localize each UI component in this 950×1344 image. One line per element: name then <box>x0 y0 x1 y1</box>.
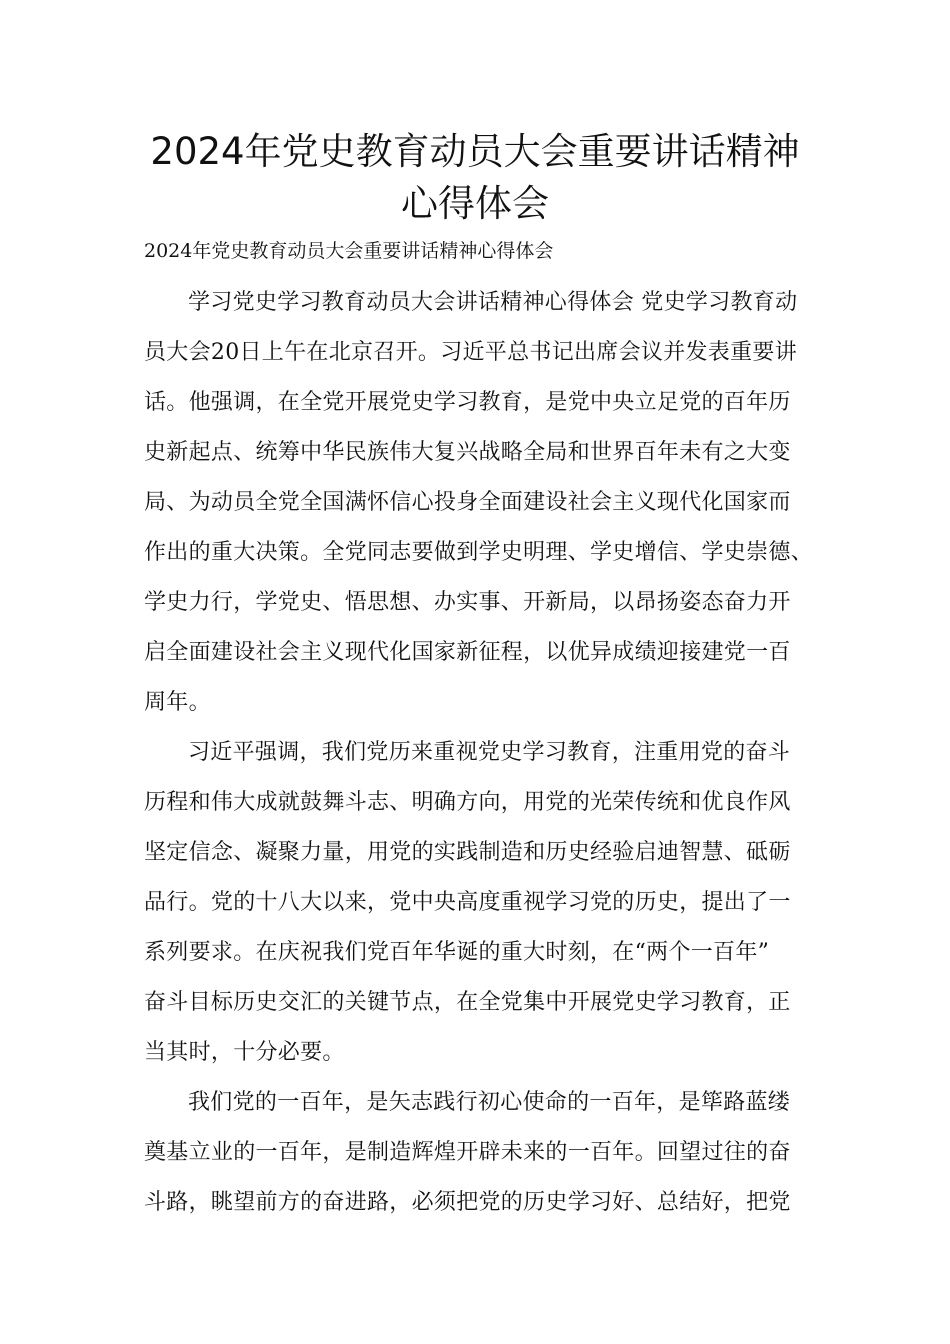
text-line: 当其时，十分必要。 <box>144 1040 345 1065</box>
text-line: 启全面建设社会主义现代化国家新征程，以优异成绩迎接建党一百 <box>144 640 791 665</box>
text-line: 学史力行，学党史、悟思想、办实事、开新局，以昂扬姿态奋力开 <box>144 590 791 615</box>
text-line: 历程和伟大成就鼓舞斗志、明确方向，用党的光荣传统和优良作风 <box>144 790 791 815</box>
document-title <box>100 126 850 230</box>
paragraph <box>144 278 824 728</box>
text-line: 品行。党的十八大以来，党中央高度重视学习党的历史，提出了一 <box>144 890 791 915</box>
text-line: 斗路，眺望前方的奋进路，必须把党的历史学习好、总结好，把党 <box>144 1190 791 1215</box>
document-subtitle: 2024年党史教育动员大会重要讲话精神心得体会 <box>144 240 554 262</box>
document-body <box>144 278 824 1228</box>
text-line: 奋斗目标历史交汇的关键节点，在全党集中开展党史学习教育，正 <box>144 990 791 1015</box>
text-line: 我们党的一百年，是矢志践行初心使命的一百年，是筚路蓝缕 <box>188 1090 791 1115</box>
title-line: 2024年党史教育动员大会重要讲话精神 <box>150 130 800 173</box>
title-line: 心得体会 <box>401 182 549 225</box>
paragraph <box>144 728 824 1078</box>
text-line: 习近平强调，我们党历来重视党史学习教育，注重用党的奋斗 <box>188 740 791 765</box>
text-line: 话。他强调，在全党开展党史学习教育，是党中央立足党的百年历 <box>144 390 791 415</box>
text-line: 学习党史学习教育动员大会讲话精神心得体会 党史学习教育动 <box>188 290 798 315</box>
text-line: 奠基立业的一百年，是制造辉煌开辟未来的一百年。回望过往的奋 <box>144 1140 791 1165</box>
text-line: 坚定信念、凝聚力量，用党的实践制造和历史经验启迪智慧、砥砺 <box>144 840 791 865</box>
paragraph <box>144 1078 824 1228</box>
text-line: 系列要求。在庆祝我们党百年华诞的重大时刻，在“两个一百年” <box>144 940 770 965</box>
text-line: 员大会20日上午在北京召开。习近平总书记出席会议并发表重要讲 <box>144 340 797 365</box>
text-line: 史新起点、统筹中华民族伟大复兴战略全局和世界百年未有之大变 <box>144 440 791 465</box>
text-line: 作出的重大决策。全党同志要做到学史明理、学史增信、学史崇德、 <box>144 540 814 565</box>
text-line: 周年。 <box>144 690 211 715</box>
text-line: 局、为动员全党全国满怀信心投身全面建设社会主义现代化国家而 <box>144 490 791 515</box>
